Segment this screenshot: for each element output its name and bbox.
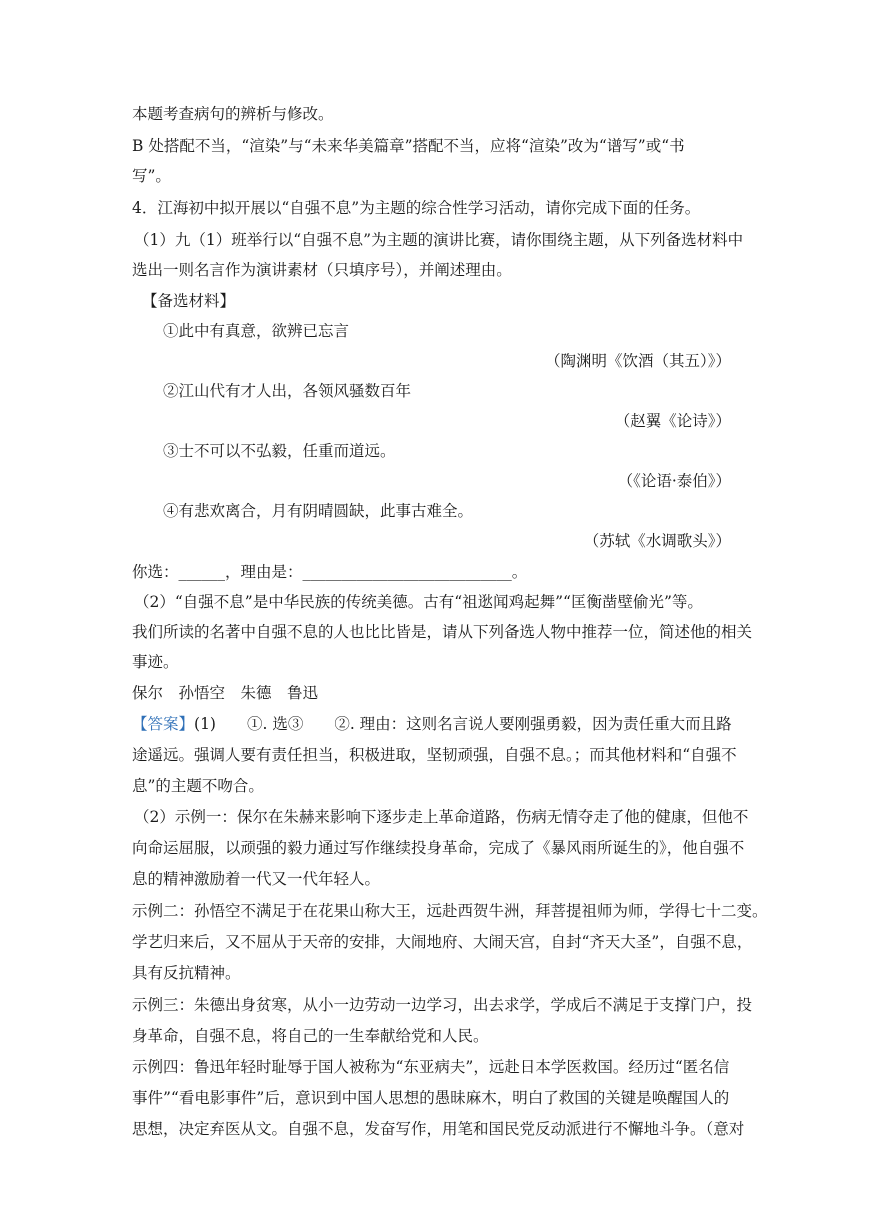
subquestion-2-line-3: 事迹。 bbox=[132, 653, 179, 671]
example-4-line-1: 示例四：鲁迅年轻时耻辱于国人被称为“东亚病夫”，远赴日本学医救国。经历过“匿名信 bbox=[132, 1058, 730, 1076]
example-4-line-2: 事件”“看电影事件”后，意识到中国人思想的愚昧麻木，明白了救国的关键是唤醒国人的 bbox=[132, 1089, 730, 1107]
material-1-source: （陶渊明《饮酒（其五）》） bbox=[544, 352, 731, 370]
material-3: ③士不可以不弘毅，任重而道远。 bbox=[163, 442, 396, 460]
subquestion-2-line-2: 我们所读的名著中自强不息的人也比比皆是，请从下列备选人物中推荐一位，简述他的相关 bbox=[132, 623, 753, 641]
analysis-line-2: B 处搭配不当，“渲染”与“未来华美篇章”搭配不当，应将“渲染”改为“谱写”或“书 bbox=[132, 137, 685, 155]
subquestion-1-line-2: 选出一则名言作为演讲素材（只填序号），并阐述理由。 bbox=[132, 261, 512, 279]
choice-blank-line: 你选：______，理由是：___________________________。 bbox=[132, 563, 528, 581]
example-3-line-2: 身革命，自强不息，将自己的一生奉献给党和人民。 bbox=[132, 1027, 489, 1045]
material-2: ②江山代有才人出，各领风骚数百年 bbox=[163, 382, 412, 400]
answer-2-line-3: 息的精神激励着一代又一代年轻人。 bbox=[132, 870, 381, 888]
material-2-source: （赵翼《论诗》） bbox=[614, 412, 731, 430]
material-1: ①此中有真意，欲辨已忘言 bbox=[163, 322, 350, 340]
question-4-title: 4．江海初中拟开展以“自强不息”为主题的综合性学习活动，请你完成下面的任务。 bbox=[132, 199, 701, 217]
example-2-line-3: 具有反抗精神。 bbox=[132, 964, 241, 982]
answer-line-1 bbox=[132, 714, 732, 734]
analysis-line-3: 写”。 bbox=[132, 167, 171, 185]
materials-heading: 【备选材料】 bbox=[142, 292, 236, 310]
example-3-line-1: 示例三：朱德出身贫寒，从小一边劳动一边学习，出去求学，学成后不满足于支撑门户，投 bbox=[132, 996, 753, 1014]
subquestion-2-line-1: （2）“自强不息”是中华民族的传统美德。古有“祖逖闻鸡起舞”“匡衡凿壁偷光”等。 bbox=[134, 593, 703, 611]
analysis-line-1: 本题考查病句的辨析与修改。 bbox=[132, 105, 334, 123]
material-4-source: （苏轼《水调歌头》） bbox=[583, 532, 731, 550]
material-4: ④有悲欢离合，月有阴晴圆缺，此事古难全。 bbox=[163, 502, 474, 520]
answer-tag: 【答案】 bbox=[132, 715, 195, 733]
answer-line-3: 息”的主题不吻合。 bbox=[132, 777, 264, 795]
subquestion-1-line-1: （1）九（1）班举行以“自强不息”为主题的演讲比赛，请你围绕主题，从下列备选材料中 bbox=[134, 231, 744, 249]
answer-1-text-a: (1) ①. 选③ ②. 理由：这则名言说人要刚强勇毅，因为责任重大而且路 bbox=[194, 715, 732, 733]
example-2-line-2: 学艺归来后，又不屈从于天帝的安排，大闹地府、大闹天宫，自封“齐天大圣”，自强不息， bbox=[132, 933, 753, 951]
candidate-people: 保尔 孙悟空 朱德 鲁迅 bbox=[132, 684, 319, 702]
example-4-line-3: 思想，决定弃医从文。自强不息，发奋写作，用笔和国民党反动派进行不懈地斗争。（意对 bbox=[132, 1120, 745, 1138]
example-2-line-1: 示例二：孙悟空不满足于在花果山称大王，远赴西贺牛洲，拜菩提祖师为师，学得七十二变。 bbox=[132, 902, 768, 920]
material-3-source: （《论语·泰伯》） bbox=[617, 472, 731, 490]
answer-2-line-2: 向命运屈服，以顽强的毅力通过写作继续投身革命，完成了《暴风雨所诞生的》，他自强不 bbox=[132, 839, 745, 857]
answer-line-2: 途遥远。强调人要有责任担当，积极进取，坚韧顽强，自强不息。；而其他材料和“自强不 bbox=[132, 746, 737, 764]
answer-2-line-1: （2）示例一：保尔在朱赫来影响下逐步走上革命道路，伤病无情夺走了他的健康，但他不 bbox=[134, 808, 749, 826]
